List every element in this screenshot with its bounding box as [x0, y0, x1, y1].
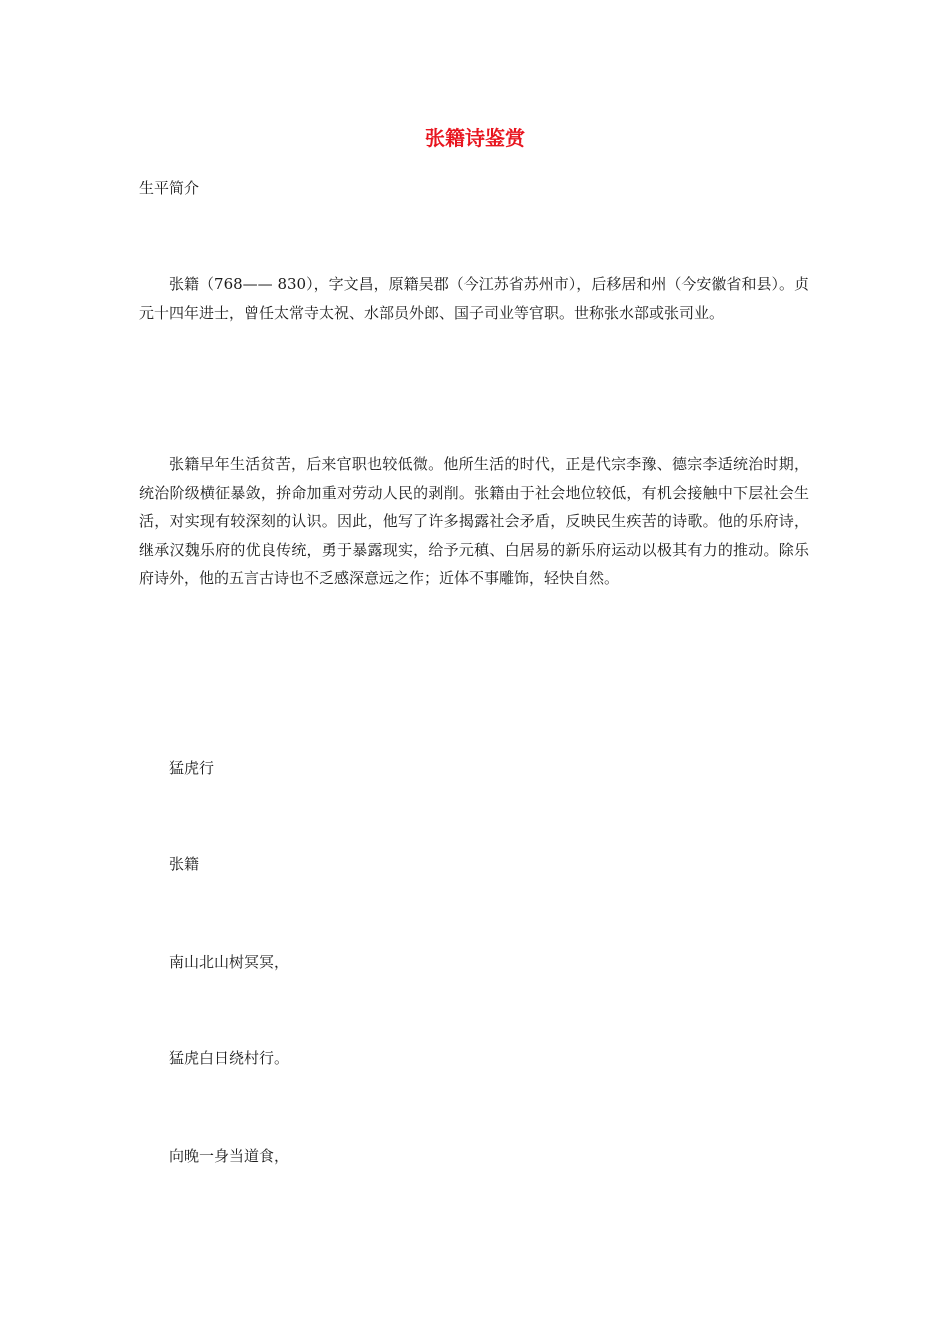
poem-author: 张籍 [169, 855, 200, 873]
poem-title: 猛虎行 [169, 759, 215, 777]
biography-paragraph-2: 张籍早年生活贫苦，后来官职也较低微。他所生活的时代，正是代宗李豫、德宗李适统治时期，统治阶级横征暴敛，拚命加重对劳动人民的剥削。张籍由于社会地位较低，有机会接触中下层社会生活，对实现有较深刻的认识。因此，他写了许多揭露社会矛盾，反映民生疾苦的诗歌。他的乐府诗，继承汉魏乐府的优良传统，勇于暴露现实，给予元稹、白居易的新乐府运动以极其有力的推动。除乐府诗外，他的五言古诗也不乏感深意远之作；近体不事雕饰，轻快自然。 [139, 455, 809, 587]
poem-line: 南山北山树冥冥， [169, 953, 290, 971]
section-heading: 生平简介 [139, 179, 200, 197]
poem-line: 向晚一身当道食， [169, 1147, 290, 1165]
biography-paragraph-1: 张籍（768—— 830），字文昌，原籍吴郡（今江苏省苏州市），后移居和州（今安徽省和县）。贞元十四年进士，曾任太常寺太祝、水部员外郎、国子司业等官职。世称张水部或张司业。 [139, 275, 809, 322]
poem-line: 猛虎白日绕村行。 [169, 1049, 290, 1067]
document-title: 张籍诗鉴赏 [425, 126, 525, 150]
